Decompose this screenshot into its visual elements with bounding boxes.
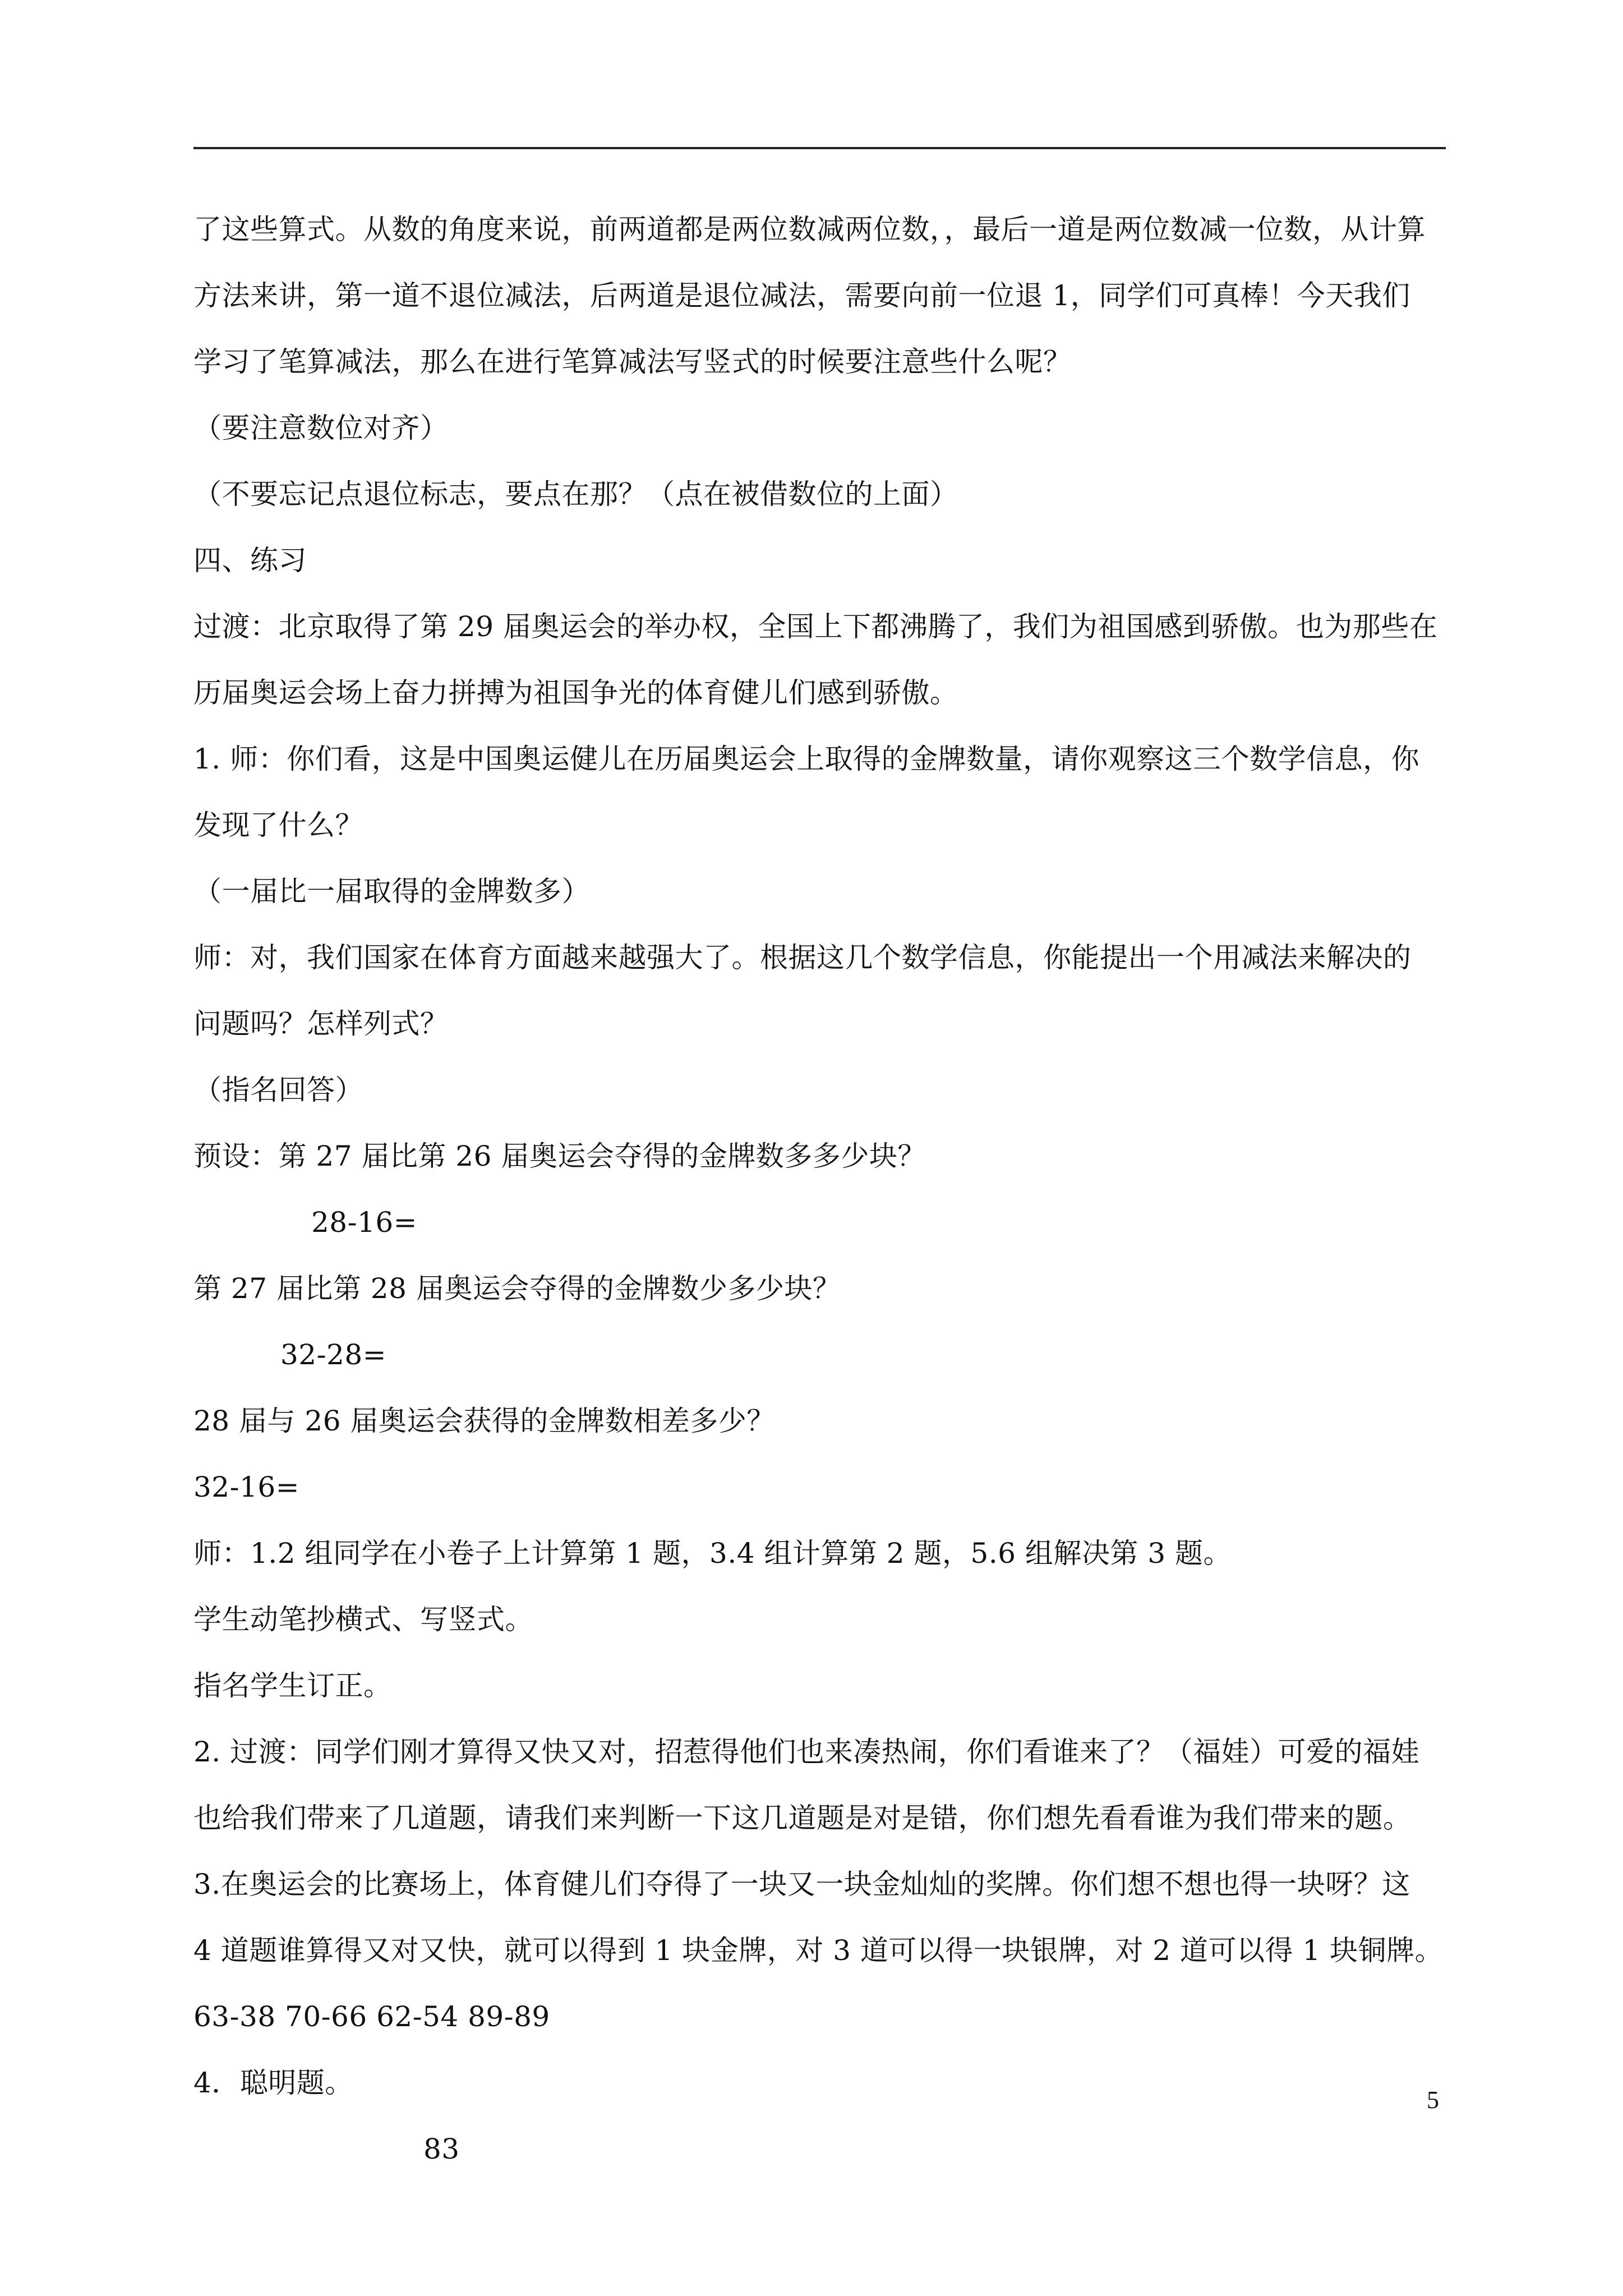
section-heading: 四、练习 (193, 544, 307, 577)
paragraph-line: 过渡：北京取得了第 29 届奥运会的举办权，全国上下都沸腾了，我们为祖国感到骄傲。也为那些在 (193, 610, 1438, 643)
paragraph-line: 2. 过渡：同学们刚才算得又快又对，招惹得他们也来凑热闹，你们看谁来了？（福娃）可爱的福娃 (193, 1736, 1420, 1768)
equation-line: 32-16= (193, 1471, 300, 1503)
equation-line: 32-28= (280, 1338, 387, 1371)
header-rule (193, 147, 1446, 149)
paragraph-line: （指名回答） (193, 1074, 363, 1106)
paragraph-line: 了这些算式。从数的角度来说，前两道都是两位数减两位数，，最后一道是两位数减一位数，从计算 (193, 213, 1426, 246)
paragraph-line: 第 27 届比第 28 届奥运会夺得的金牌数少多少块？ (193, 1272, 841, 1305)
paragraph-line: 师：1.2 组同学在小卷子上计算第 1 题，3.4 组计算第 2 题，5.6 组解决第 3 题。 (193, 1537, 1232, 1570)
paragraph-line: 发现了什么？ (193, 809, 363, 841)
paragraph-line: 预设：第 27 届比第 26 届奥运会夺得的金牌数多多少块？ (193, 1140, 926, 1172)
paragraph-line: 学习了笔算减法，那么在进行笔算减法写竖式的时候要注意些什么呢？ (193, 346, 1072, 378)
paragraph-line: 问题吗？怎样列式？ (193, 1007, 449, 1040)
paragraph-line: 也给我们带来了几道题，请我们来判断一下这几道题是对是错，你们想先看看谁为我们带来的题。 (193, 1802, 1412, 1834)
paragraph-line: 1. 师：你们看，这是中国奥运健儿在历届奥运会上取得的金牌数量，请你观察这三个数学信息，你 (193, 743, 1420, 775)
paragraph-line: （要注意数位对齐） (193, 412, 449, 444)
paragraph-line: （一届比一届取得的金牌数多） (193, 875, 590, 908)
equation-line: 28-16= (311, 1206, 418, 1239)
document-body (193, 196, 1450, 2182)
page-number: 5 (1427, 2086, 1439, 2114)
paragraph-line: 学生动笔抄横式、写竖式。 (193, 1603, 533, 1636)
number-line: 83 (423, 2133, 460, 2165)
paragraph-line: 指名学生订正。 (193, 1669, 392, 1702)
paragraph-line: 历届奥运会场上奋力拼搏为祖国争光的体育健儿们感到骄傲。 (193, 677, 958, 709)
paragraph-line: （不要忘记点退位标志，要点在那？（点在被借数位的上面） (193, 478, 958, 510)
paragraph-line: 4 道题谁算得又对又快，就可以得到 1 块金牌，对 3 道可以得一块银牌，对 2 道可以得 1 块铜牌。 (193, 1934, 1444, 1967)
paragraph-line: 28 届与 26 届奥运会获得的金牌数相差多少？ (193, 1405, 775, 1437)
equation-line: 63-38 70-66 62-54 89-89 (193, 2000, 550, 2033)
paragraph-line: 3.在奥运会的比赛场上，体育健儿们夺得了一块又一块金灿灿的奖牌。你们想不想也得一块呀？这 (193, 1868, 1410, 1901)
paragraph-line: 师：对，我们国家在体育方面越来越强大了。根据这几个数学信息，你能提出一个用减法来解决的 (193, 941, 1412, 974)
paragraph-line: 方法来讲，第一道不退位减法，后两道是退位减法，需要向前一位退 1，同学们可真棒！今天我们 (193, 279, 1410, 312)
paragraph-line: 4．聪明题。 (193, 2067, 353, 2099)
